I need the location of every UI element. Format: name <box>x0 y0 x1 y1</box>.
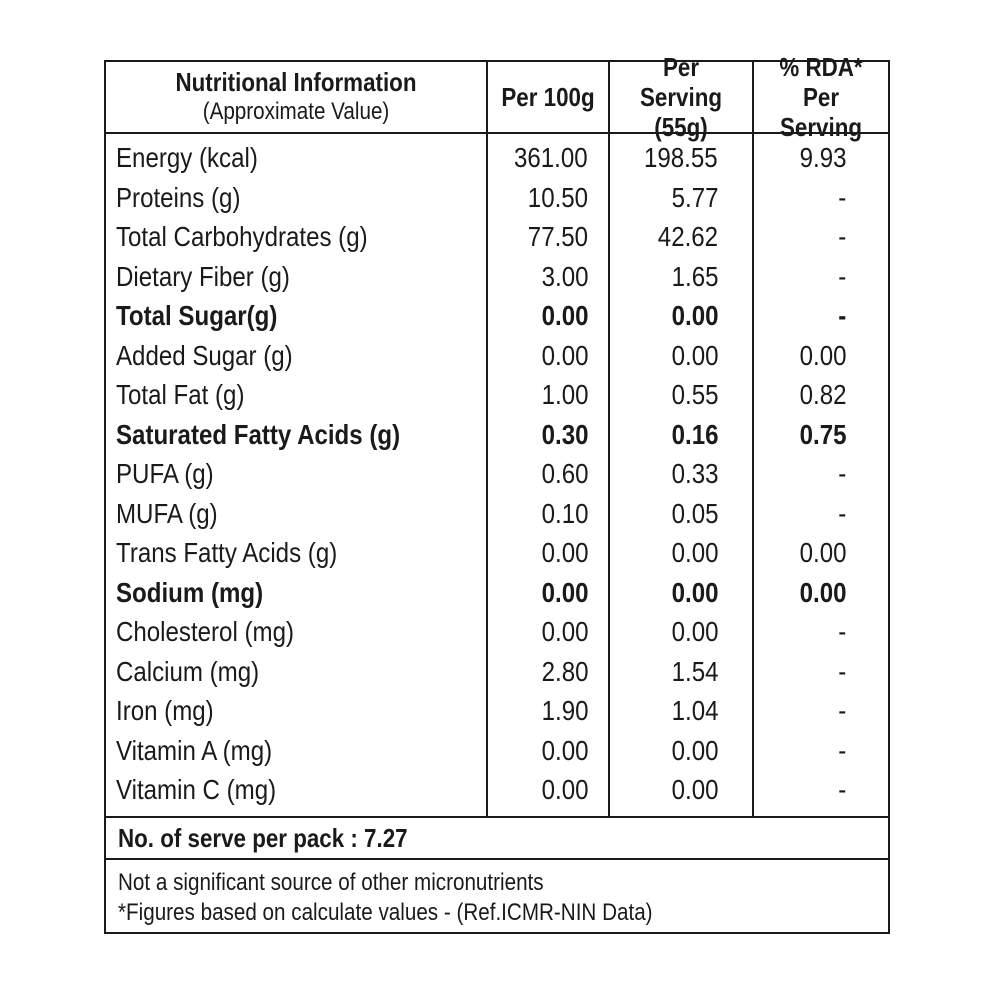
nutrient-name: Energy (kcal) <box>116 142 258 173</box>
value-rda: - <box>837 260 846 292</box>
nutrient-name: Iron (mg) <box>116 695 214 726</box>
table-row <box>106 138 888 178</box>
value-rda: 0.00 <box>799 537 846 568</box>
value-rda: 0.00 <box>799 339 846 371</box>
nutrient-name: Vitamin A (mg) <box>116 734 273 766</box>
value-per-100g: 0.00 <box>541 537 588 568</box>
header-per100 <box>496 62 599 132</box>
value-per-100g: 361.00 <box>514 142 588 173</box>
table-row <box>106 691 888 731</box>
header-serving <box>620 52 742 142</box>
table-subtitle: (Approximate Value) <box>202 98 390 125</box>
value-per-serving: 1.65 <box>671 260 718 292</box>
value-rda: 0.75 <box>799 418 846 450</box>
value-rda: - <box>837 497 846 529</box>
value-per-100g: 0.00 <box>541 774 588 805</box>
table-row <box>106 612 888 652</box>
value-per-100g: 0.00 <box>541 616 588 647</box>
table-row <box>106 375 888 415</box>
footnote <box>118 868 653 928</box>
value-per-100g: 0.60 <box>541 458 588 489</box>
value-per-serving: 198.55 <box>644 142 718 173</box>
value-per-100g: 0.00 <box>541 300 588 331</box>
header-per100-label: Per 100g <box>501 82 595 112</box>
table-row <box>106 454 888 494</box>
value-per-serving: 1.54 <box>671 655 718 687</box>
value-rda: - <box>837 458 846 489</box>
value-per-serving: 0.16 <box>671 418 718 450</box>
value-rda: - <box>837 655 846 687</box>
value-per-serving: 0.33 <box>671 458 718 489</box>
nutrient-name: Proteins (g) <box>116 181 241 213</box>
value-per-100g: 2.80 <box>541 655 588 687</box>
nutrient-name: Cholesterol (mg) <box>116 616 294 647</box>
value-rda: - <box>837 616 846 647</box>
table-row <box>106 336 888 376</box>
value-per-100g: 0.10 <box>541 497 588 529</box>
value-per-serving: 0.55 <box>671 379 718 410</box>
value-rda: - <box>837 181 846 213</box>
nutrient-name: Vitamin C (mg) <box>116 774 277 805</box>
value-per-serving: 1.04 <box>671 695 718 726</box>
value-per-serving: 5.77 <box>671 181 718 213</box>
value-rda: 0.82 <box>799 379 846 410</box>
value-per-100g: 3.00 <box>541 260 588 292</box>
footnote-line-1: Not a significant source of other micronutrients <box>118 869 544 896</box>
nutrient-name: Sodium (mg) <box>116 576 264 608</box>
nutrient-name: Added Sugar (g) <box>116 339 293 371</box>
nutrient-name: MUFA (g) <box>116 497 218 529</box>
table-row <box>106 257 888 297</box>
nutrition-table <box>104 52 890 934</box>
value-per-100g: 0.30 <box>541 418 588 450</box>
value-per-serving: 0.00 <box>671 774 718 805</box>
value-per-100g: 0.00 <box>541 734 588 766</box>
nutrient-name: Trans Fatty Acids (g) <box>116 537 338 568</box>
value-per-100g: 0.00 <box>541 576 588 608</box>
nutrient-rows <box>106 138 888 810</box>
table-row <box>106 731 888 771</box>
nutrient-name: PUFA (g) <box>116 458 214 489</box>
nutrient-name: Dietary Fiber (g) <box>116 260 290 292</box>
header-nutrient <box>133 62 460 132</box>
header-rda-line2: Per Serving <box>779 82 863 142</box>
table-row <box>106 652 888 692</box>
header-rda-line1: % RDA* <box>779 52 863 82</box>
value-rda: 0.00 <box>799 576 846 608</box>
serve-per-pack: No. of serve per pack : 7.27 <box>118 823 408 853</box>
value-rda: - <box>837 695 846 726</box>
value-per-serving: 0.00 <box>671 734 718 766</box>
header-serving-line2: (55g) <box>654 112 708 142</box>
footnote-divider <box>106 858 888 860</box>
value-per-100g: 10.50 <box>527 181 588 213</box>
table-row <box>106 494 888 534</box>
table-row <box>106 415 888 455</box>
nutrient-name: Total Sugar(g) <box>116 300 278 331</box>
value-per-100g: 77.50 <box>527 221 588 252</box>
value-per-serving: 0.00 <box>671 616 718 647</box>
value-rda: - <box>837 734 846 766</box>
nutrient-name: Total Fat (g) <box>116 379 245 410</box>
table-title: Nutritional Information <box>175 67 417 97</box>
value-per-serving: 0.00 <box>671 537 718 568</box>
value-rda: - <box>837 221 846 252</box>
table-row <box>106 217 888 257</box>
value-per-serving: 0.00 <box>671 576 718 608</box>
header-serving-line1: Per Serving <box>639 52 723 112</box>
footnote-line-2: *Figures based on calculate values - (Ref.ICMR-NIN Data) <box>118 899 653 926</box>
value-per-serving: 42.62 <box>657 221 718 252</box>
table-row <box>106 770 888 810</box>
value-per-serving: 0.05 <box>671 497 718 529</box>
table-row <box>106 296 888 336</box>
table-row <box>106 178 888 218</box>
value-rda: - <box>837 300 846 331</box>
value-per-100g: 1.90 <box>541 695 588 726</box>
nutrient-name: Saturated Fatty Acids (g) <box>116 418 401 450</box>
table-row <box>106 533 888 573</box>
value-per-100g: 1.00 <box>541 379 588 410</box>
value-per-100g: 0.00 <box>541 339 588 371</box>
value-rda: 9.93 <box>799 142 846 173</box>
value-per-serving: 0.00 <box>671 339 718 371</box>
nutrient-name: Calcium (mg) <box>116 655 260 687</box>
value-rda: - <box>837 774 846 805</box>
table-row <box>106 573 888 613</box>
nutrient-name: Total Carbohydrates (g) <box>116 221 368 252</box>
header-rda <box>763 52 878 142</box>
value-per-serving: 0.00 <box>671 300 718 331</box>
